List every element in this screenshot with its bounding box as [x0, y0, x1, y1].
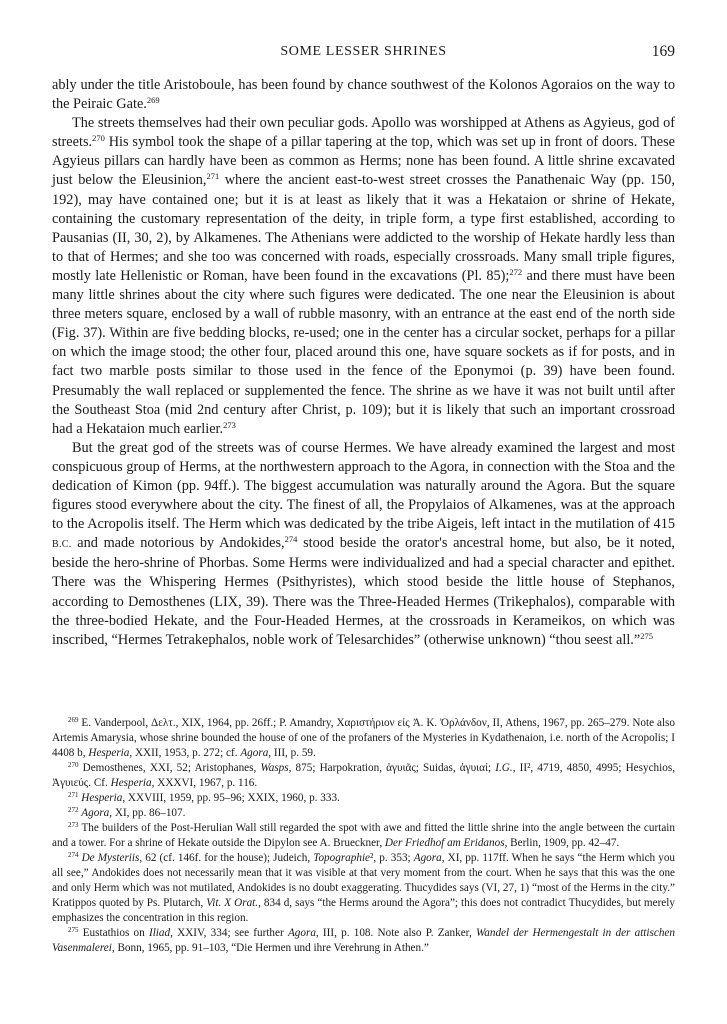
text-run: His symbol took the shape of a pillar tapering at the top, which was set up in front of doors. These Agyieus pillars can hardly have been as common as Herms; none has been found. A little shrine excavated just below the Eleusinion,	[52, 134, 675, 189]
footnote-italic-run: Wandel der Hermengestalt in der attischen Vasenmalerei	[52, 927, 675, 954]
footnote-ref: 270	[92, 133, 105, 144]
footnote-number: 273	[68, 821, 79, 829]
footnote-number: 274	[68, 851, 79, 859]
footnote-275	[52, 926, 675, 956]
footnote-text-run: Eustathios on	[78, 927, 149, 939]
footnote-italic-run: Hesperia	[88, 747, 130, 759]
footnote-text-run: The builders of the Post-Herulian Wall still regarded the spot with awe and fitted the little shrine into the angle between the curtain and a tower. For a shrine of Hekate outside the Dipylon see A. Brueckner,	[52, 822, 675, 849]
footnote-text-run: , XXII, 1953, p. 272; cf.	[129, 747, 241, 759]
text-run: and made notorious by Andokides,	[71, 535, 285, 552]
body-text	[52, 76, 675, 650]
footnote-italic-run: Agora	[240, 747, 269, 759]
footnote-number: 269	[68, 716, 79, 724]
text-run: ably under the title Aristoboule, has been found by chance southwest of the Kolonos Agoraios on the way to the Peiraic Gate.	[52, 77, 675, 113]
footnote-ref: 269	[146, 95, 160, 106]
footnote-italic-run: Vit. X Orat.	[206, 897, 259, 909]
footnote-text-run: Demosthenes, XXI, 52; Aristophanes,	[78, 762, 261, 774]
footnote-text-run: , XI, pp. 86–107.	[109, 807, 186, 819]
running-head	[52, 44, 675, 64]
footnote-italic-run: I.G.	[495, 762, 513, 774]
footnote-text-run: , XXVIII, 1959, pp. 95–96; XXIX, 1960, p. 333.	[122, 792, 340, 804]
footnote-italic-run: De Mysteriis	[81, 852, 140, 864]
footnote-italic-run: Wasps	[260, 762, 289, 774]
footnote-text-run: , 62 (cf. 146f. for the house); Judeich,	[139, 852, 314, 864]
text-run: The streets themselves had their own peculiar gods. Apollo was worshipped at Athens as Agyieus, god of streets.	[52, 115, 675, 151]
footnote-number: 275	[68, 926, 79, 934]
footnote-273	[52, 821, 675, 851]
footnote-ref: 275	[640, 630, 653, 641]
footnote-271	[52, 791, 675, 806]
footnote-272	[52, 806, 675, 821]
footnote-number: 272	[68, 806, 79, 814]
page-number: 169	[651, 43, 675, 60]
footnote-text-run: , Berlin, 1909, pp. 42–47.	[504, 837, 620, 849]
footnote-text-run: , II², 4719, 4850, 4995; Hesychios, Ἀγυιεύς. Cf.	[52, 762, 675, 789]
footnotes	[52, 716, 675, 956]
paragraph-1	[52, 76, 675, 114]
footnote-text-run: , III, p. 108. Note also P. Zanker,	[315, 927, 476, 939]
footnote-italic-run: Agora	[287, 927, 316, 939]
footnote-number: 270	[68, 761, 79, 769]
footnote-text-run: ², p. 353;	[370, 852, 414, 864]
footnote-text-run: , III, p. 59.	[268, 747, 316, 759]
footnote-274	[52, 851, 675, 926]
footnote-italic-run: Agora	[413, 852, 442, 864]
footnote-270	[52, 761, 675, 791]
footnote-text-run: , 834 d, says “the Herms around the Agora”; this does not contradict Thucydides, but merely emphasizes the concentration in this region.	[52, 897, 675, 924]
text-run: where the ancient east-to-west street crosses the Panathenaic Way (pp. 150, 192), may have contained one; but it is at least as likely that it was a Hekataion or shrine of Hekate, containing the customary representation of the deity, in triple form, a type first established, according to Pausanias (II, 30, 2), by Alkamenes. The Athenians were addicted to the worship of Hekate hardly less than to that of Hermes; and she too was concerned with roads, especially crossroads. Many small triple figures, mostly late Hellenistic or Roman, have been found in the excavations (Pl. 85);	[52, 172, 675, 284]
running-title: SOME LESSER SHRINES	[280, 44, 447, 59]
footnote-269	[52, 716, 675, 761]
text-run: and there must have been many little shrines about the city where such figures were dedicated. The one near the Eleusinion is about three meters square, enclosed by a wall of rubble masonry, with an entrance at the east end of the north side (Fig. 37). Within are five bedding blocks, re-used; one in the center has a circular socket, perhaps for a pillar on which the image stood; the other four, placed around this one, have square sockets as if for posts, and in fact two marble posts similar to those used in the fence of the Eponymoi (p. 39) have been found. Presumably the wall replaced or supplemented the fence. The shrine as we have it was not built until after the Southeast Stoa (mid 2nd century after Christ, p. 109); but it is likely that such an important crossroad had a Hekataion much earlier.	[52, 267, 675, 437]
paragraph-3	[52, 439, 675, 650]
footnote-text-run: , XXIV, 334; see further	[170, 927, 288, 939]
footnote-number: 271	[68, 791, 79, 799]
footnote-ref: 271	[206, 171, 220, 182]
footnote-italic-run: Hesperia	[110, 777, 152, 789]
text-run: stood beside the orator's ancestral home, but also, be it noted, beside the hero-shrine of Phorbas. Some Herms were individualized and had a special character and epithet. There was the Whispering Hermes (Psithyristes), which stood beside the little house of Stephanos, according to Demosthenes (LIX, 39). There was the Three-Headed Hermes (Trikephalos), comparable with the three-bodied Hekate, and the Four-Headed Hermes, at the crossroads in Kerameikos, on which was inscribed, “Hermes Tetrakephalos, noble work of Telesarchides” (otherwise unknown) “thou seest all.”	[52, 535, 675, 648]
paragraph-2	[52, 114, 675, 439]
footnote-italic-run: Der Friedhof am Eridanos	[384, 837, 505, 849]
footnote-italic-run: Topographie	[313, 852, 371, 864]
footnote-italic-run: Agora	[81, 807, 110, 819]
footnote-text-run: , XI, pp. 117ff. When he says “the Herm which you all see,” Andokides does not necessarily mean that it was visible at that very moment from the court. When he says that this was the one and only Herm which was not mutilated, Andokides is no doubt exaggerating. Thucydides says (VI, 27, 1) “most of the Herms in the city.” Kratippos quoted by Ps. Plutarch,	[52, 852, 676, 909]
footnote-ref: 273	[223, 419, 236, 430]
text-run: But the great god of the streets was of course Hermes. We have already examined the largest and most conspicuous group of Herms, at the northwestern approach to the Agora, in connection with the Stoa and the dedication of Kimon (pp. 94ff.). The biggest accumulation was naturally around the Agora. But the square figures stood everywhere about the city. The finest of all, the Propylaios of Alkamenes, was at the approach to the Acropolis itself. The Herm which was dedicated by the tribe Aigeis, left intact in the mutilation of 415	[52, 439, 675, 533]
footnote-text-run: , XXXVI, 1967, p. 116.	[151, 777, 258, 789]
footnote-text-run: , 875; Harpokration, ἀγυιᾶς; Suidas, ἀγυιαί;	[288, 762, 496, 774]
footnote-text-run: , Bonn, 1965, pp. 91–103, “Die Hermen und ihre Verehrung in Athen.”	[111, 942, 429, 954]
footnote-ref: 272	[509, 266, 523, 277]
era-abbreviation: B.C.	[52, 539, 72, 551]
footnote-italic-run: Hesperia	[81, 792, 123, 804]
footnote-italic-run: Iliad	[148, 927, 171, 939]
footnote-ref: 274	[284, 534, 298, 545]
footnote-text-run: E. Vanderpool, Δελτ., XIX, 1964, pp. 26ff.; P. Amandry, Χαριστήριον εἰς Ἀ. Κ. Ὀρλάνδον, II, Athens, 1967, pp. 265–279. Note also Artemis Amarysia, whose shrine bounded the house of one of the profaners of the Mysteries in Kydathenaion, i.e. north of the Acropolis; I 4408 b,	[52, 717, 675, 759]
